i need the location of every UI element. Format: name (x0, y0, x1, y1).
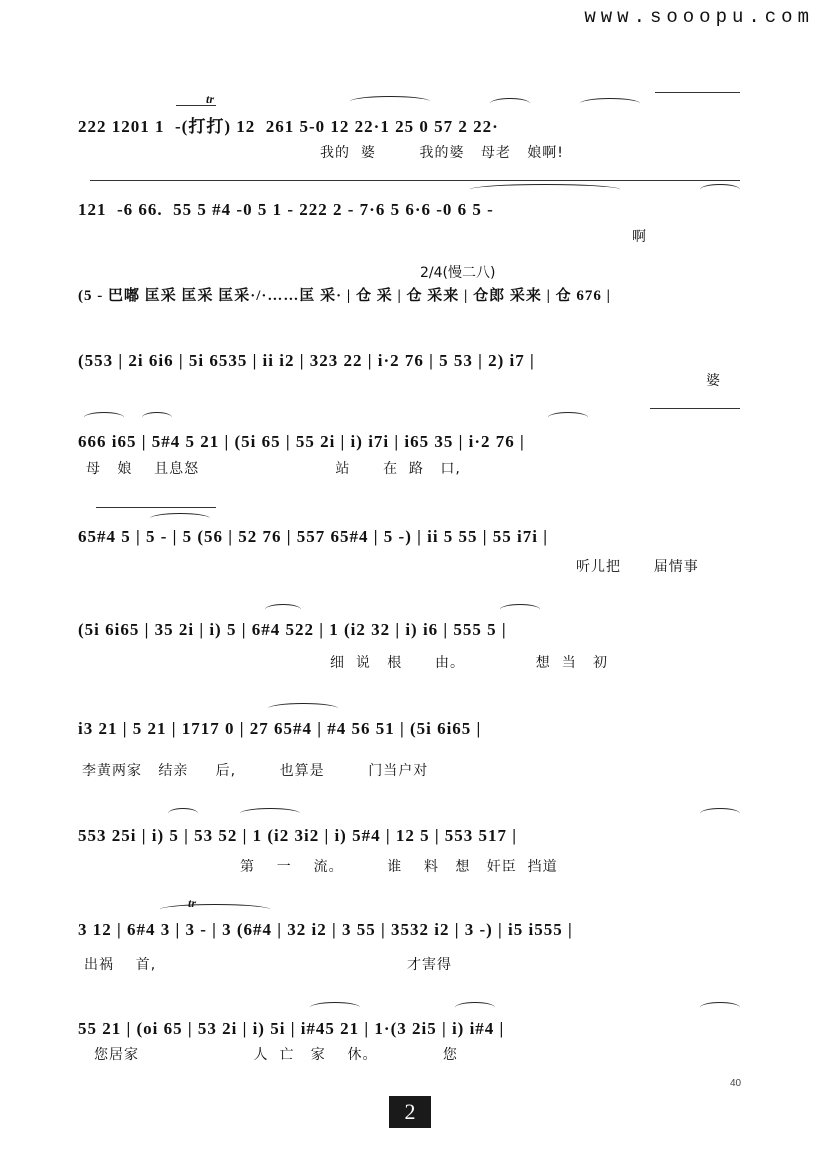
tie-line (90, 180, 740, 181)
slur (240, 808, 300, 819)
tie-line (176, 105, 216, 106)
lyric-line: 第 一 流。 谁 料 想 奸臣 挡道 (240, 859, 558, 875)
slur (700, 184, 740, 195)
slur (160, 904, 270, 915)
notation-line: 222 1201 1 -(打打) 12 261 5-0 12 22·1 25 0 57 2 22· (78, 117, 499, 136)
slur (268, 703, 338, 714)
slur (580, 98, 640, 109)
slur (142, 412, 172, 423)
slur (455, 1002, 495, 1013)
lyric-line: 啊 (632, 229, 647, 245)
slur (500, 604, 540, 615)
notation-line: 65#4 5 | 5 - | 5 (56 | 52 76 | 557 65#4 | 5 -) | ii 5 55 | 55 i7i | (78, 527, 548, 546)
trill-mark: tr (206, 92, 215, 106)
slur (84, 412, 124, 423)
website-url: www.sooopu.com (584, 6, 814, 28)
slur (700, 1002, 740, 1013)
slur (700, 808, 740, 819)
notation-line: 55 21 | (oi 65 | 53 2i | i) 5i | i#45 21 | 1·(3 2i5 | i) i#4 | (78, 1019, 505, 1038)
lyric-line: 婆 (706, 373, 721, 389)
lyric-line: 听儿把 届情事 (576, 559, 699, 575)
lyric-line: 李黄两家 结亲 后, 也算是 门当户对 (82, 763, 429, 779)
notation-line: i3 21 | 5 21 | 1717 0 | 27 65#4 | #4 56 51 | (5i 6i65 | (78, 719, 482, 738)
tie-line (650, 408, 740, 409)
notation-line: 121 -6 66. 55 5 #4 -0 5 1 - 222 2 - 7·6 5 6·6 -0 6 5 - (78, 200, 494, 219)
lyric-line: 母 娘 且息怒 站 在 路 口, (86, 461, 461, 477)
lyric-line: 细 说 根 由。 想 当 初 (330, 655, 609, 671)
notation-line: (553 | 2i 6i6 | 5i 6535 | ii i2 | 323 22 | i·2 76 | 5 53 | 2) i7 | (78, 351, 535, 370)
slur (150, 513, 210, 524)
slur (470, 184, 620, 195)
lyric-line: 我的 婆 我的婆 母老 娘啊! (320, 145, 564, 161)
slur (168, 808, 198, 819)
slur (490, 98, 530, 109)
lyric-line: 您居家 人 亡 家 休。 您 (94, 1047, 458, 1063)
notation-line: (5i 6i65 | 35 2i | i) 5 | 6#4 522 | 1 (i2 32 | i) i6 | 555 5 | (78, 620, 507, 639)
slur (548, 412, 588, 423)
notation-line: (5 - 巴嘟 匡采 匡采 匡采·/·……匡 采· | 仓 采 | 仓 采来 | 仓郎 采来 | 仓 676 | (78, 288, 611, 304)
tie-line (96, 507, 216, 508)
slur (350, 96, 430, 107)
corner-mark: 40 (730, 1078, 742, 1089)
notation-line: 666 i65 | 5#4 5 21 | (5i 65 | 55 2i | i) i7i | i65 35 | i·2 76 | (78, 432, 525, 451)
notation-line: 553 25i | i) 5 | 53 52 | 1 (i2 3i2 | i) 5#4 | 12 5 | 553 517 | (78, 826, 518, 845)
slur (310, 1002, 360, 1013)
page-number: 2 (389, 1096, 431, 1128)
trill-mark: tr (188, 896, 197, 910)
lyric-line: 出祸 首, 才害得 (84, 957, 452, 973)
tie-line (655, 92, 740, 93)
notation-line: 3 12 | 6#4 3 | 3 - | 3 (6#4 | 32 i2 | 3 55 | 3532 i2 | 3 -) | i5 i555 | (78, 920, 573, 939)
slur (265, 604, 301, 615)
tempo-mark: 2/4(慢二八) (420, 265, 496, 281)
